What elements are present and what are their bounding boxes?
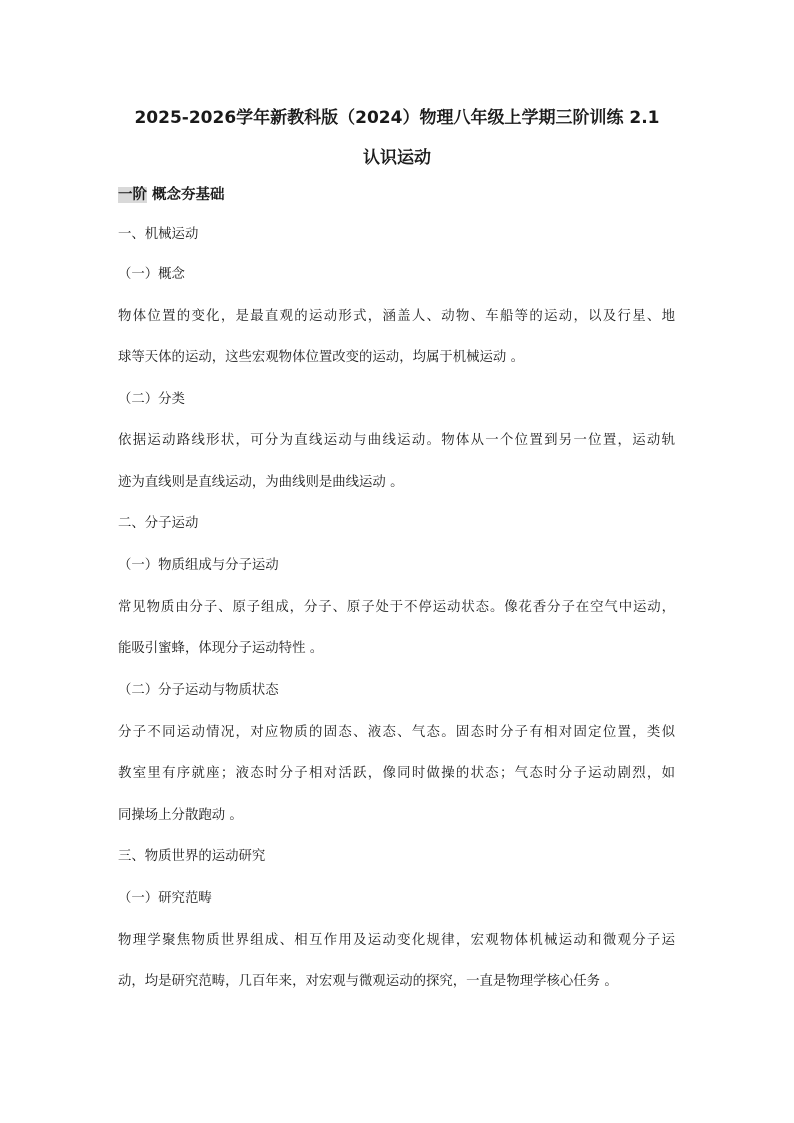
paragraph-scope-line-2: 动，均是研究范畴，几百年来，对宏观与微观运动的探究，一直是物理学核心任务 。 — [118, 974, 618, 989]
heading-molecular-motion: 二、分子运动 — [118, 516, 199, 531]
paragraph-classification-line-2: 迹为直线则是直线运动，为曲线则是曲线运动 。 — [118, 475, 404, 490]
section-heading-level-1 — [118, 186, 225, 204]
paragraph-composition-line-1: 常见物质由分子、原子组成，分子、原子处于不停运动状态。像花香分子在空气中运动， — [118, 600, 675, 615]
section-level-title: 概念夯基础 — [147, 187, 225, 203]
subheading-classification: （二）分类 — [118, 392, 185, 407]
document-title-line-2: 认识运动 — [363, 148, 431, 168]
subheading-states: （二）分子运动与物质状态 — [118, 683, 279, 698]
paragraph-composition-line-2: 能吸引蜜蜂，体现分子运动特性 。 — [118, 641, 324, 656]
paragraph-concept-line-2: 球等天体的运动，这些宏观物体位置改变的运动，均属于机械运动 。 — [118, 350, 524, 365]
paragraph-classification-line-1: 依据运动路线形状，可分为直线运动与曲线运动。物体从一个位置到另一位置，运动轨 — [118, 433, 675, 448]
heading-research: 三、物质世界的运动研究 — [118, 849, 266, 864]
subheading-composition: （一）物质组成与分子运动 — [118, 558, 279, 573]
subheading-scope: （一）研究范畴 — [118, 891, 212, 906]
paragraph-states-line-3: 同操场上分散跑动 。 — [118, 808, 243, 823]
paragraph-states-line-1: 分子不同运动情况，对应物质的固态、液态、气态。固态时分子有相对固定位置，类似 — [118, 725, 675, 740]
document-title-line-1: 2025-2026学年新教科版（2024）物理八年级上学期三阶训练 2.1 — [134, 108, 660, 128]
paragraph-concept-line-1: 物体位置的变化，是最直观的运动形式，涵盖人、动物、车船等的运动，以及行星、地 — [118, 309, 675, 324]
heading-mechanical-motion: 一、机械运动 — [118, 227, 199, 242]
subheading-concept: （一）概念 — [118, 267, 185, 282]
paragraph-states-line-2: 教室里有序就座；液态时分子相对活跃，像同时做操的状态；气态时分子运动剧烈，如 — [118, 766, 675, 781]
paragraph-scope-line-1: 物理学聚焦物质世界组成、相互作用及运动变化规律，宏观物体机械运动和微观分子运 — [118, 933, 675, 948]
section-level-highlight: 一阶 — [118, 187, 147, 203]
